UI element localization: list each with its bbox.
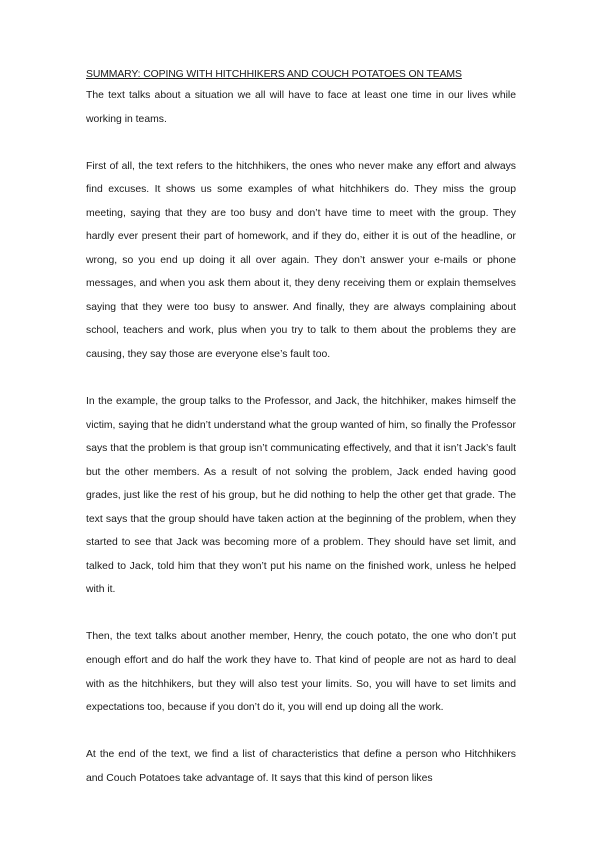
paragraph-couch-potato: Then, the text talks about another member, Henry, the couch potato, the one who don’t put enough effort and do half the work they have to. That kind of people are not as hard to deal with as the hitchhikers, but they will also test your limits. So, you will have to set limits and expectations too, because if you don’t do it, you will end up doing all the work. (86, 631, 516, 714)
paragraph-jack-example: In the example, the group talks to the Professor, and Jack, the hitchhiker, makes himself the victim, saying that he didn’t understand what the group wanted of him, so finally the Professor says that the problem is that group isn’t communicating effectively, and that it isn’t Jack’s fault but the other members. As a result of not solving the problem, Jack ended having good grades, just like the rest of his group, but he did nothing to help the other get that grade. The text says that the group should have taken action at the beginning of the problem, when they started to see that Jack was becoming more of a problem. They should have set limit, and talked to Jack, told him that they won’t put his name on the finished work, unless he helped with it. (86, 396, 516, 596)
paragraph-intro: The text talks about a situation we all will have to face at least one time in our lives while working in teams. (86, 90, 516, 125)
paragraph-characteristics: At the end of the text, we find a list of characteristics that define a person who Hitchhikers and Couch Potatoes take advantage of. It says that this kind of person likes (86, 749, 516, 784)
paragraph-hitchhikers: First of all, the text refers to the hitchhikers, the ones who never make any effort and always find excuses. It shows us some examples of what hitchhikers do. They miss the group meeting, saying that they are too busy and don’t have time to meet with the group. They hardly ever present their part of homework, and if they do, either it is out of the headline, or wrong, so you end up doing it all over again. They don’t answer your e-mails or phone messages, and when you ask them about it, they deny receiving them or explain themselves saying that they were too busy to answer. And finally, they are always complaining about school, teachers and work, plus when you try to talk to them about the problems they are causing, they say those are everyone else’s fault too. (86, 160, 516, 360)
document-body (86, 67, 516, 814)
document-title: SUMMARY: COPING WITH HITCHHIKERS AND COUCH POTATOES ON TEAMS (86, 69, 462, 80)
